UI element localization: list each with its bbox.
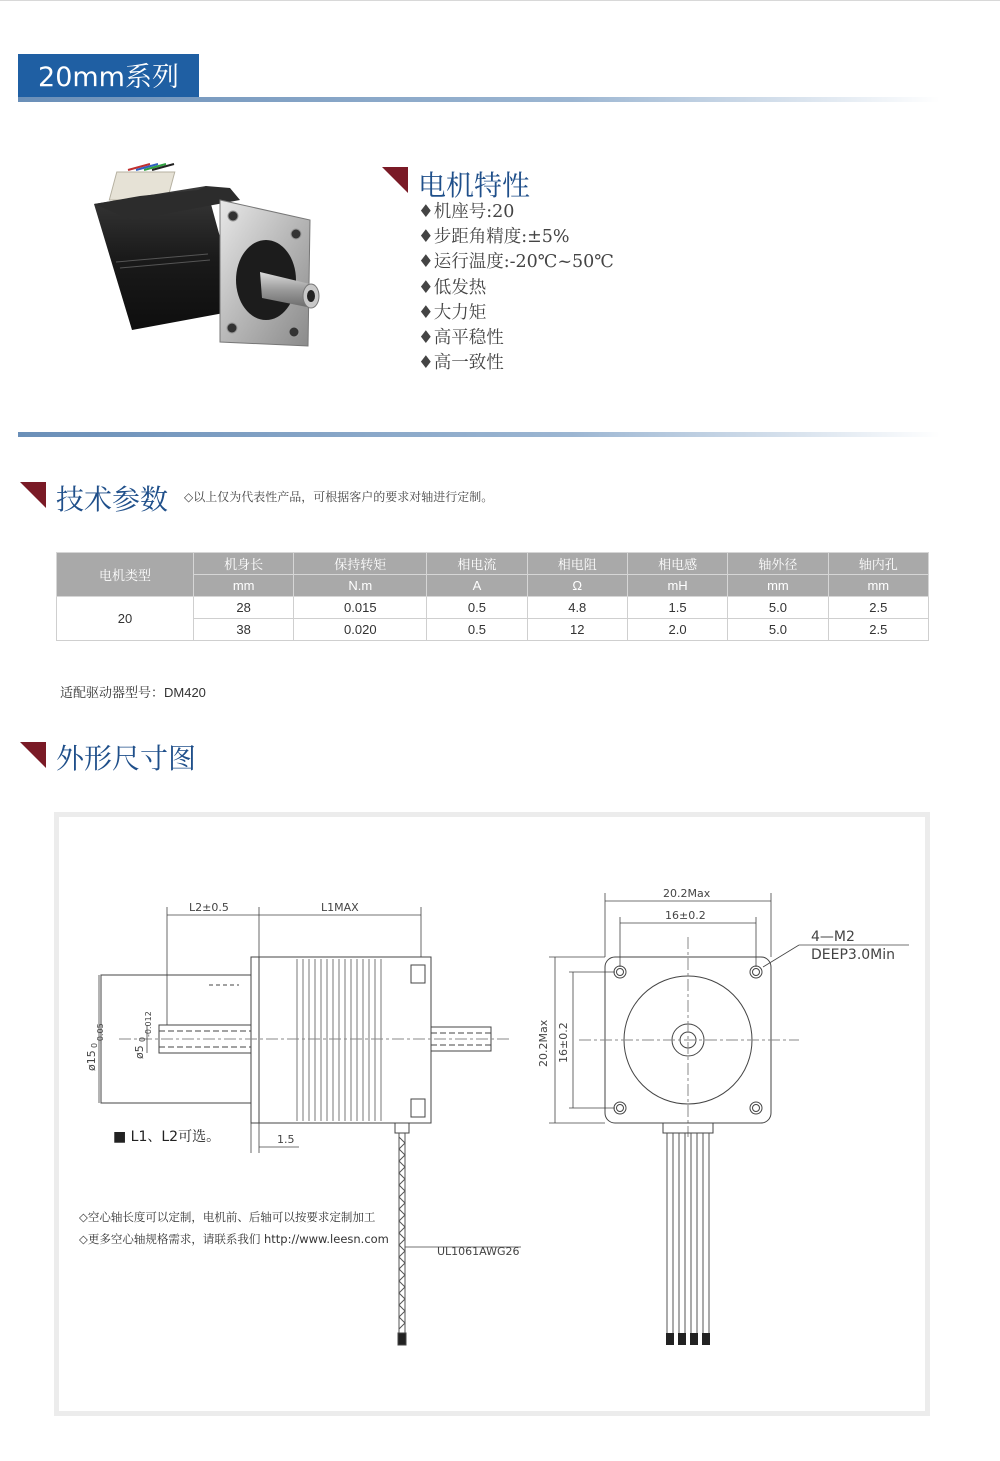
dim-d15-tol2: -0.05	[96, 1023, 105, 1044]
table-cell: 2.5	[828, 619, 928, 641]
feature-item: ♦低发热	[418, 277, 487, 298]
tech-note: ◇以上仅为代表性产品，可根据客户的要求对轴进行定制。	[184, 490, 494, 504]
unit-cell: N.m	[294, 575, 427, 597]
section-divider	[18, 432, 940, 437]
dim-d15-tol: 0	[90, 1042, 99, 1048]
series-title: 20mm系列	[18, 54, 199, 101]
driver-label: 适配驱动器型号：DM420	[60, 685, 206, 700]
table-cell: 0.015	[294, 597, 427, 619]
dim-d5-tol: 0	[138, 1036, 147, 1042]
dim-d5-tol2: -0.012	[144, 1011, 153, 1037]
header-motor-type: 电机类型	[57, 553, 194, 597]
header-cell: 相电流	[427, 553, 527, 575]
unit-cell: Ω	[527, 575, 627, 597]
dimension-drawing	[59, 817, 925, 1411]
feature-item: ♦运行温度:-20℃~50℃	[418, 252, 614, 273]
unit-cell: mm	[728, 575, 828, 597]
top-border	[0, 0, 1000, 1]
table-cell: 12	[527, 619, 627, 641]
features-list	[418, 200, 614, 376]
feature-item: ♦步距角精度:±5%	[418, 227, 570, 248]
table-cell: 5.0	[728, 597, 828, 619]
header-cell: 轴内孔	[828, 553, 928, 575]
feature-item: ♦高平稳性	[418, 328, 504, 349]
header-cell: 轴外径	[728, 553, 828, 575]
dim-wire: UL1061AWG26	[437, 1245, 520, 1258]
table-cell: 2.5	[828, 597, 928, 619]
section-marker	[20, 482, 46, 508]
drawing-note: ◇空心轴长度可以定制，电机前、后轴可以按要求定制加工	[79, 1210, 376, 1224]
dim-wpitch: 16±0.2	[665, 909, 706, 922]
section-marker	[382, 167, 408, 193]
outline-title: 外形尺寸图	[56, 742, 197, 775]
header-divider	[18, 97, 940, 102]
front-cables	[667, 1133, 709, 1333]
dim-wmax: 20.2Max	[663, 887, 711, 900]
side-flange	[251, 957, 259, 1123]
feature-item: ♦大力矩	[418, 302, 487, 323]
header-cell: 保持转矩	[294, 553, 427, 575]
dim-l1: L1MAX	[321, 901, 359, 914]
table-cell: 0.020	[294, 619, 427, 641]
table-cell: 28	[194, 597, 294, 619]
dim-holes-depth: DEEP3.0Min	[811, 947, 896, 963]
dim-d15: ø15	[85, 1050, 98, 1071]
table-cell: 4.8	[527, 597, 627, 619]
motor-type-cell: 20	[57, 597, 194, 641]
body-fins	[297, 959, 381, 1121]
dim-holes: 4—M2	[811, 929, 855, 945]
table-cell: 2.0	[627, 619, 727, 641]
table-cell: 0.5	[427, 597, 527, 619]
feature-item: ♦高一致性	[418, 353, 504, 374]
dim-d5: ø5	[133, 1045, 146, 1059]
header-cell: 机身长	[194, 553, 294, 575]
section-marker	[20, 742, 46, 768]
features-title: 电机特性	[418, 169, 531, 202]
motor-product-image	[80, 160, 340, 360]
table-cell: 5.0	[728, 619, 828, 641]
table-cell: 1.5	[627, 597, 727, 619]
dim-l2: L2±0.5	[189, 901, 229, 914]
dim-hmax: 20.2Max	[537, 1019, 550, 1067]
feature-item: ♦机座号:20	[418, 202, 515, 222]
unit-cell: mm	[828, 575, 928, 597]
drawing-frame	[54, 812, 930, 1416]
l-note: ■ L1、L2可选。	[113, 1129, 221, 1145]
unit-cell: mH	[627, 575, 727, 597]
table-row	[57, 597, 929, 619]
unit-cell: mm	[194, 575, 294, 597]
dim-gap: 1.5	[277, 1133, 295, 1146]
header-cell: 相电阻	[527, 553, 627, 575]
drawing-note: ◇更多空心轴规格需求，请联系我们 http://www.leesn.com	[79, 1232, 389, 1246]
unit-cell: A	[427, 575, 527, 597]
table-cell: 0.5	[427, 619, 527, 641]
tech-title: 技术参数	[56, 483, 169, 516]
table-header-row	[57, 553, 929, 575]
table-cell: 38	[194, 619, 294, 641]
dim-hpitch: 16±0.2	[557, 1022, 570, 1063]
side-cable	[399, 1133, 405, 1333]
spec-table	[56, 552, 929, 641]
header-cell: 相电感	[627, 553, 727, 575]
